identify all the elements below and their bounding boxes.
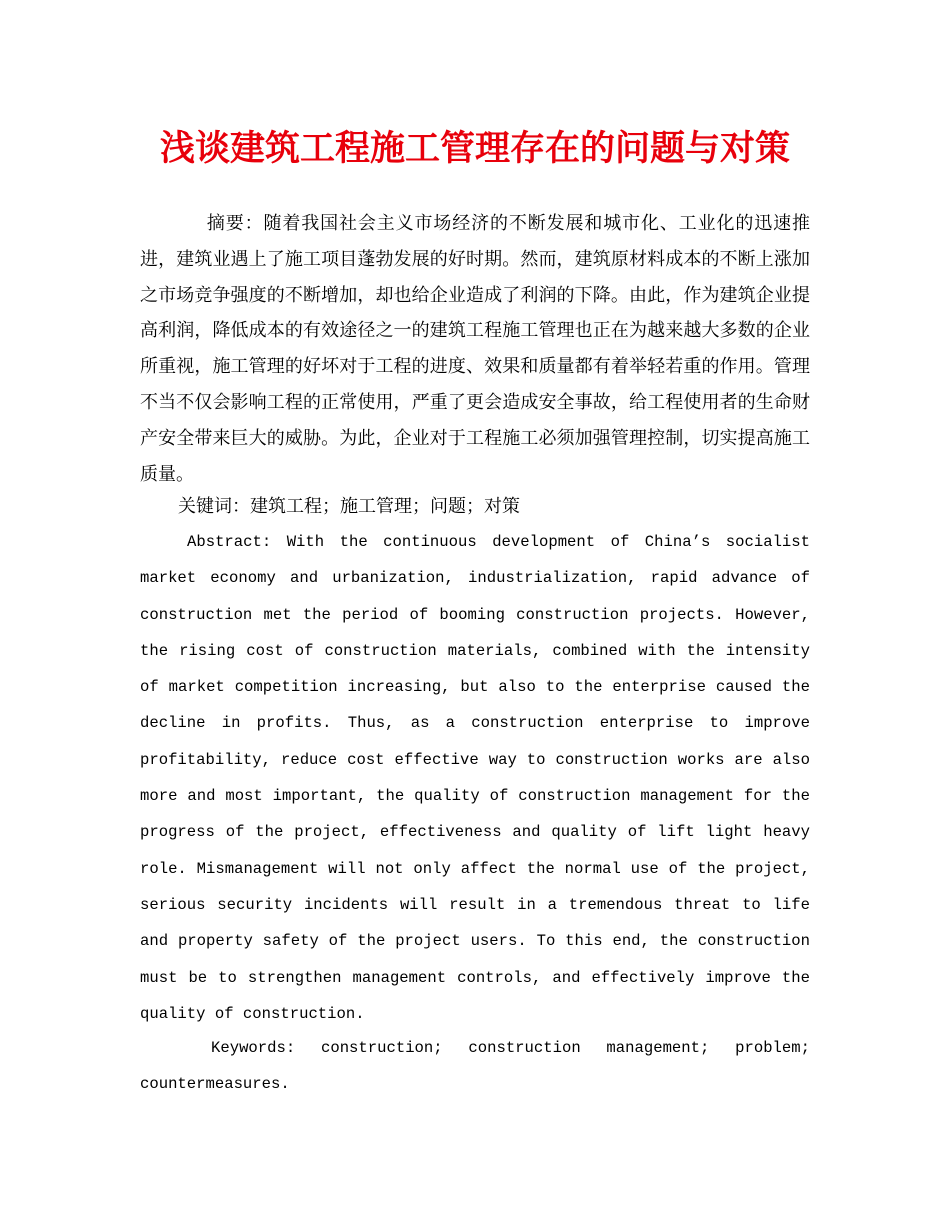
document-title: 浅谈建筑工程施工管理存在的问题与对策 bbox=[159, 128, 790, 169]
english-abstract bbox=[140, 524, 810, 1032]
chinese-keywords-text: 关键词：建筑工程；施工管理；问题；对策 bbox=[178, 496, 520, 517]
english-keywords bbox=[140, 1030, 810, 1103]
chinese-abstract-text: 摘要：随着我国社会主义市场经济的不断发展和城市化、工业化的迅速推进，建筑业遇上了施工项目蓬勃发展的好时期。然而，建筑原材料成本的不断上涨加之市场竞争强度的不断增加，却也给企业造成了利润的下降。由此，作为建筑企业提高利润，降低成本的有效途径之一的建筑工程施工管理也正在为越来越大多数的企业所重视，施工管理的好坏对于工程的进度、效果和质量都有着举轻若重的作用。管理不当不仅会影响工程的正常使用，严重了更会造成安全事故，给工程使用者的生命财产安全带来巨大的威胁。为此，企业对于工程施工必须加强管理控制，切实提高施工质量。 bbox=[140, 213, 810, 485]
english-abstract-text: Abstract: With the continuous development of China’s socialist market economy and urbanization, industrialization, rapid advance of construction met the period of booming construction projects. However, the rising cost of construction materials, combined with the intensity of market competition increasing, but also to the enterprise caused the decline in profits. Thus, as a construction enterprise to improve profitability, reduce cost effective way to construction works are also more and most important, the quality of construction management for the progress of the project, effectiveness and quality of lift light heavy role. Mismanagement will not only affect the normal use of the project, serious security incidents will result in a tremendous threat to life and property safety of the project users. To this end, the construction must be to strengthen management controls, and effectively improve the quality of construction. bbox=[140, 533, 810, 1023]
chinese-keywords bbox=[140, 489, 810, 525]
english-keywords-text: Keywords: construction; construction management; problem; countermeasures. bbox=[140, 1039, 810, 1094]
chinese-abstract bbox=[140, 206, 810, 492]
